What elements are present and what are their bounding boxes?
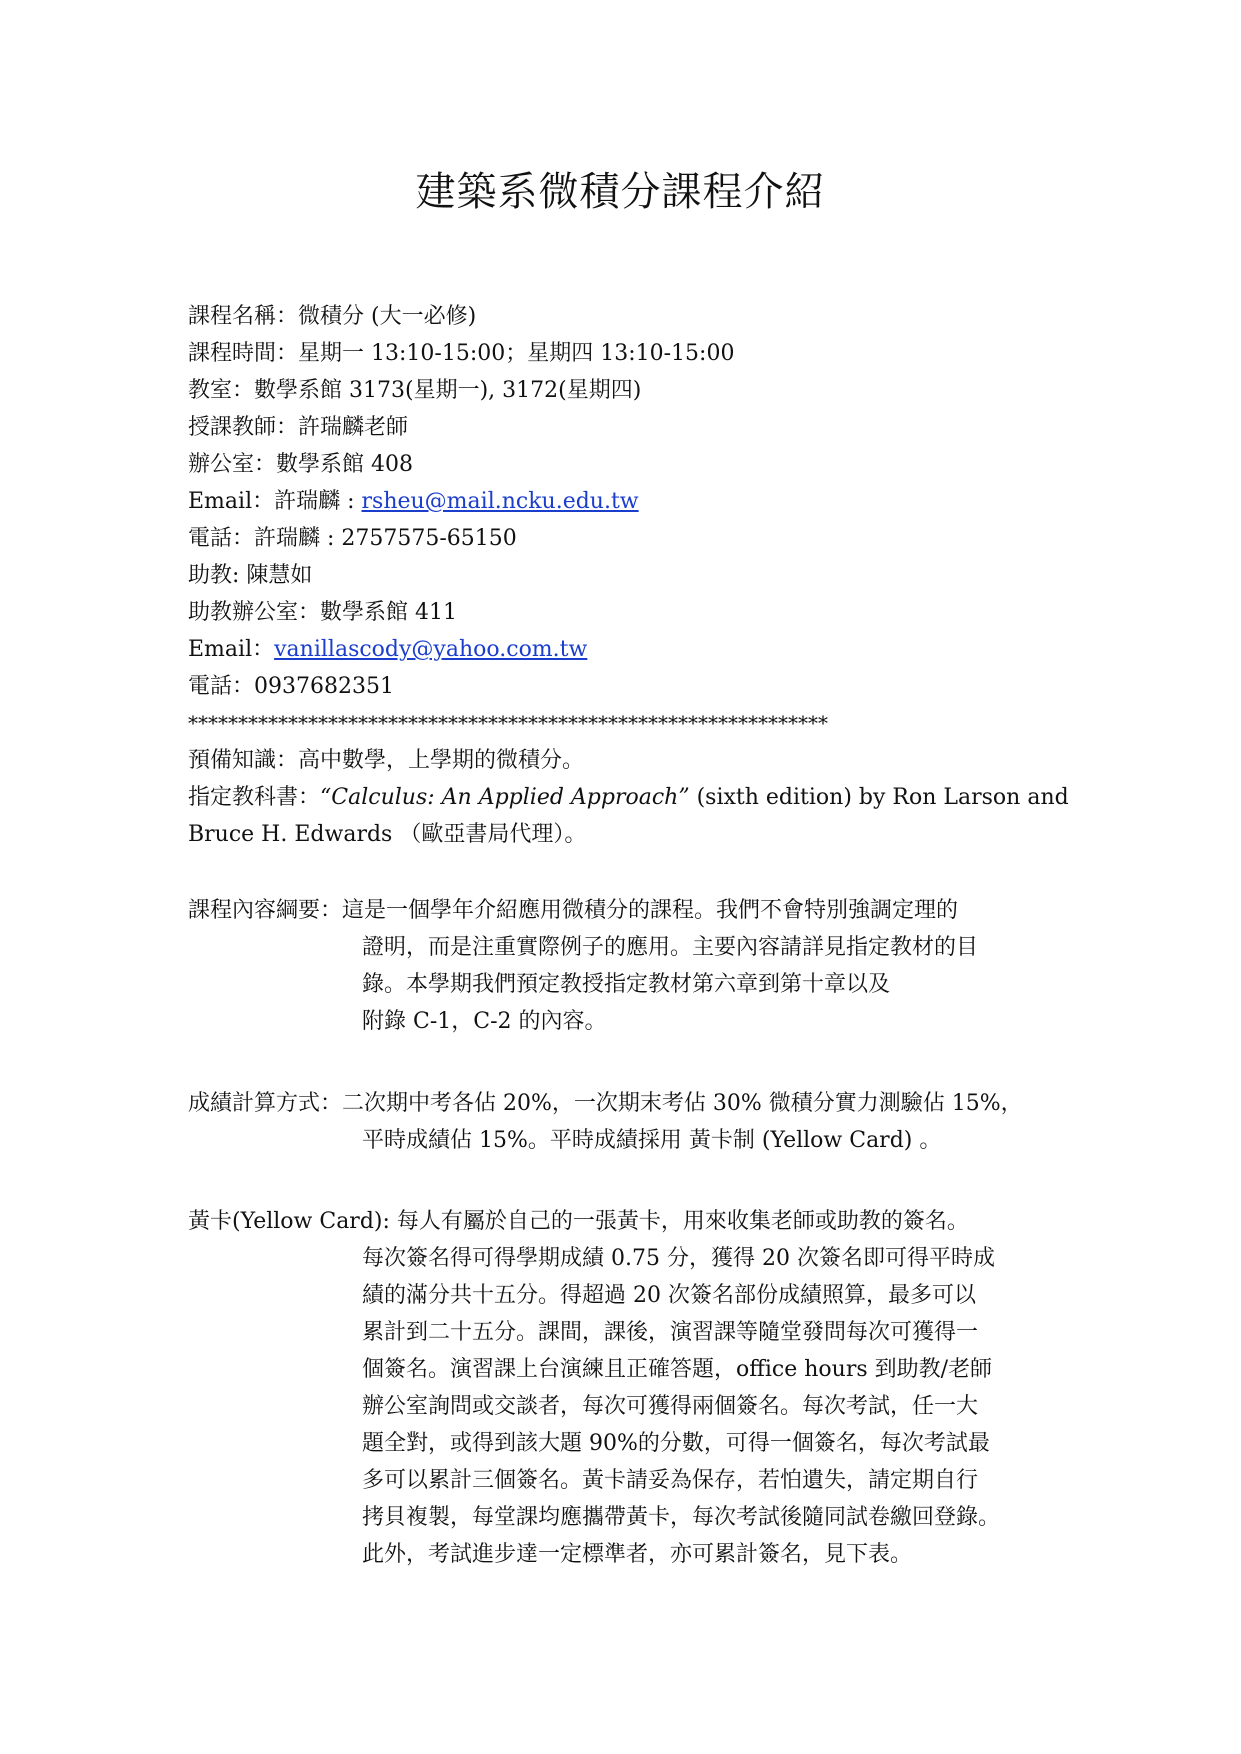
textbook-edition: (sixth edition) by Ron Larson and <box>689 785 1069 810</box>
classroom: 教室：數學系館 3173(星期一), 3172(星期四) <box>188 378 642 403</box>
page-title: 建築系微積分課程介紹 <box>415 169 826 215</box>
instructor-email-link[interactable]: rsheu@mail.ncku.edu.tw <box>361 489 639 514</box>
yellow-card-line: 個簽名。演習課上台演練且正確答題，office hours 到助教/老師 <box>362 1357 993 1382</box>
ta-email-label: Email： <box>188 637 275 662</box>
yellow-card-line: 辦公室詢問或交談者，每次可獲得兩個簽名。每次考試，任一大 <box>362 1394 979 1419</box>
textbook-label: 指定教科書： <box>188 785 321 810</box>
textbook-title: “Calculus: An Applied Approach” <box>320 785 690 810</box>
ta-phone: 電話：0937682351 <box>188 674 394 699</box>
course-time: 課程時間：星期一 13:10-15:00；星期四 13:10-15:00 <box>188 341 735 366</box>
yellow-card-line: 累計到二十五分。課間，課後，演習課等隨堂發問每次可獲得一 <box>362 1320 979 1345</box>
grading-line: 成績計算方式：二次期中考各佔 20%，一次期末考佔 30% 微積分實力測驗佔 15%， <box>188 1091 1023 1116</box>
outline-line: 附錄 C-1，C-2 的內容。 <box>362 1009 607 1034</box>
yellow-card-paragraph <box>188 1203 1000 1573</box>
textbook-authors: Bruce H. Edwards （歐亞書局代理）。 <box>188 822 587 847</box>
outline-line: 課程內容綱要：這是一個學年介紹應用微積分的課程。我們不會特別強調定理的 <box>188 898 959 923</box>
prerequisite: 預備知識：高中數學，上學期的微積分。 <box>188 748 585 773</box>
yellow-card-line: 多可以累計三個簽名。黃卡請妥為保存，若怕遺失，請定期自行 <box>362 1468 979 1493</box>
ta-office: 助教辦公室：數學系館 411 <box>188 600 457 625</box>
yellow-card-line: 績的滿分共十五分。得超過 20 次簽名部份成績照算，最多可以 <box>362 1283 976 1308</box>
ta-email-link[interactable]: vanillascody@yahoo.com.tw <box>274 637 588 662</box>
course-name: 課程名稱：微積分 (大一必修) <box>188 304 477 329</box>
office: 辦公室：數學系館 408 <box>188 452 413 477</box>
yellow-card-line: 此外，考試進步達一定標準者，亦可累計簽名，見下表。 <box>362 1542 913 1567</box>
instructor-email-label: Email：許瑞麟 : <box>188 489 362 514</box>
textbook-line <box>188 779 1088 816</box>
ta-email-line <box>188 631 1088 668</box>
grading-line: 平時成績佔 15%。平時成績採用 黃卡制 (Yellow Card) 。 <box>362 1128 942 1153</box>
course-outline-paragraph <box>188 892 978 1040</box>
grading-paragraph <box>188 1085 1023 1159</box>
instructor-email-line <box>188 483 1088 520</box>
yellow-card-line: 拷貝複製，每堂課均應攜帶黃卡，每次考試後隨同試卷繳回登錄。 <box>362 1505 1001 1530</box>
instructor-phone: 電話：許瑞麟 : 2757575-65150 <box>188 526 517 551</box>
separator-stars: **************************************************************** <box>188 711 828 735</box>
yellow-card-line: 每次簽名得可得學期成績 0.75 分，獲得 20 次簽名即可得平時成 <box>362 1246 995 1271</box>
course-info-block <box>188 298 1088 853</box>
yellow-card-line: 黃卡(Yellow Card): 每人有屬於自己的一張黃卡，用來收集老師或助教的簽名。 <box>188 1209 969 1234</box>
outline-line: 錄。本學期我們預定教授指定教材第六章到第十章以及 <box>362 972 891 997</box>
outline-line: 證明，而是注重實際例子的應用。主要內容請詳見指定教材的目 <box>362 935 979 960</box>
yellow-card-line: 題全對，或得到該大題 90%的分數，可得一個簽名，每次考試最 <box>362 1431 990 1456</box>
teaching-assistant: 助教: 陳慧如 <box>188 563 313 588</box>
instructor: 授課教師：許瑞麟老師 <box>188 415 409 440</box>
